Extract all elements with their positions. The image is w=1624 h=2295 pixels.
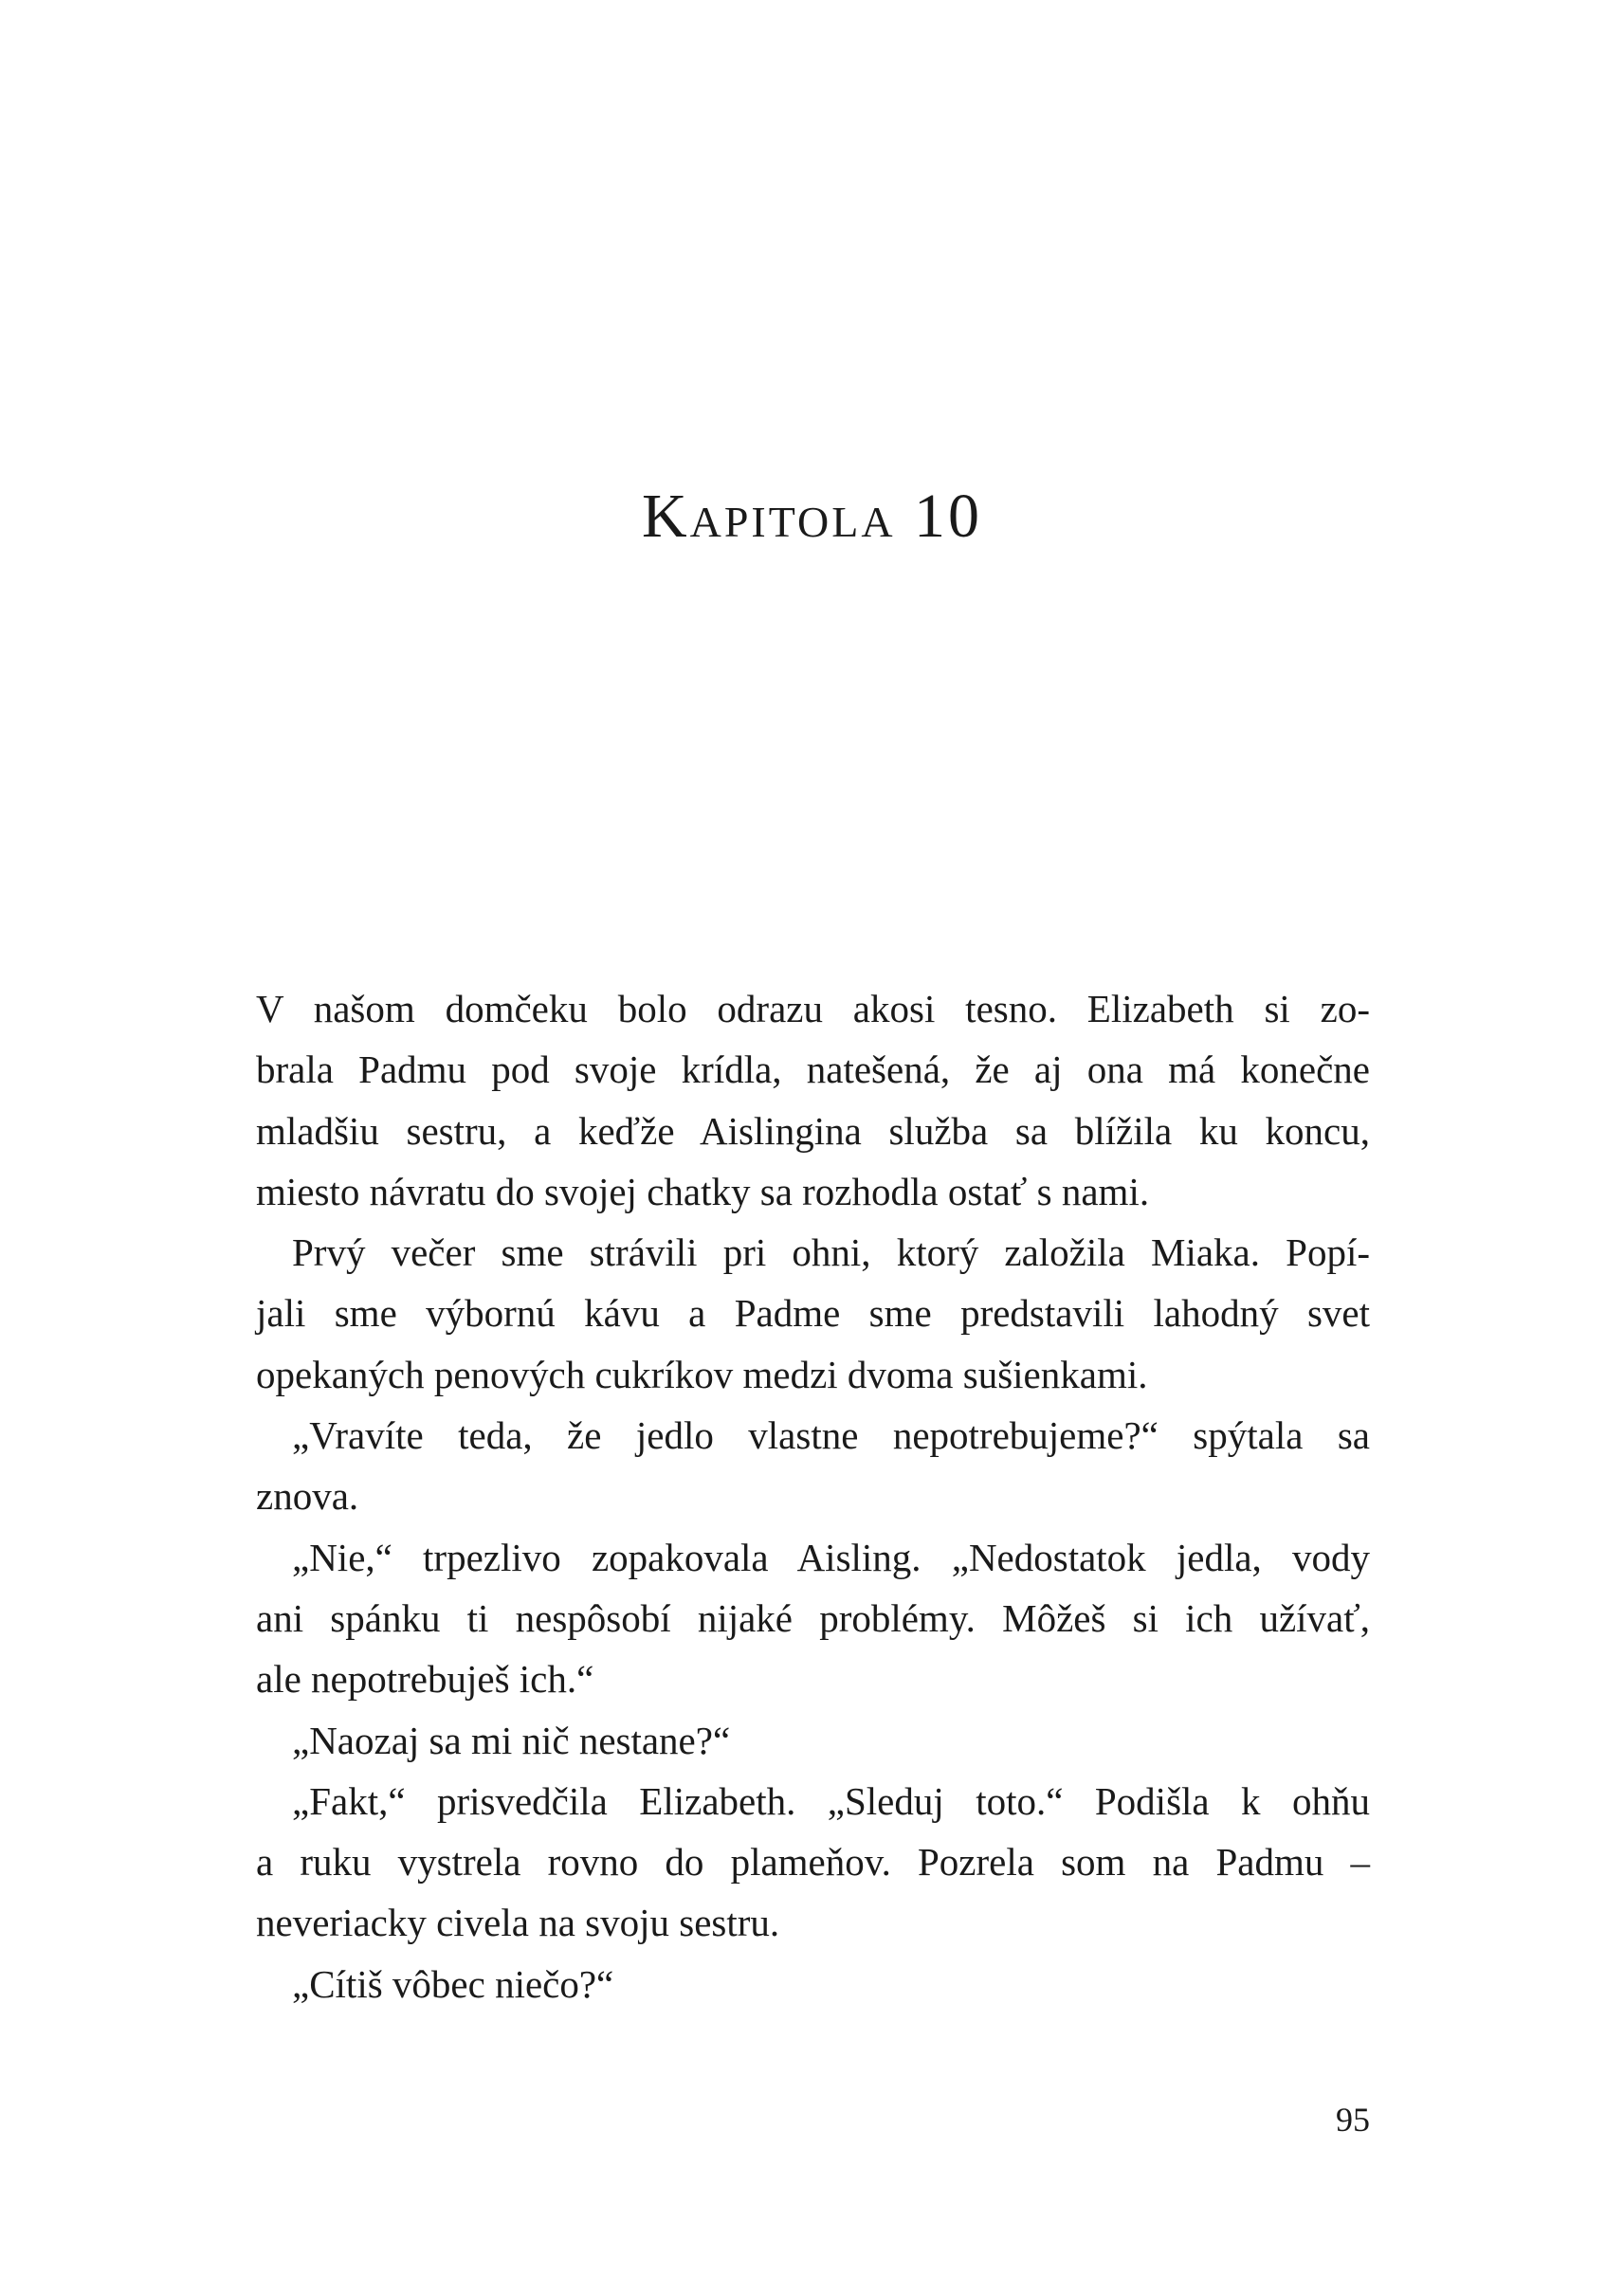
text-line: neveriacky civela na svoju sestru. [256, 1901, 780, 1945]
page-number: 95 [1336, 2101, 1370, 2139]
chapter-title-text: Kapitola 10 [641, 482, 983, 551]
text-line: V našom domčeku bolo odrazu akosi tesno. Elizabeth si zo- [256, 987, 1370, 1030]
text-line: „Vravíte teda, že jedlo vlastne nepotrebujeme?“ spýtala sa [292, 1413, 1370, 1458]
text-line: „Naozaj sa mi nič nestane?“ [292, 1718, 731, 1762]
text-line: „Cítiš vôbec niečo?“ [292, 1961, 614, 2006]
text-line: ani spánku ti nespôsobí nijaké problémy. Môžeš si ich užívať, [256, 1595, 1370, 1640]
body-text [256, 978, 1370, 2014]
text-line: znova. [256, 1474, 359, 1519]
text-line: opekaných penových cukríkov medzi dvoma sušienkami. [256, 1352, 1148, 1396]
text-line: a ruku vystrela rovno do plameňov. Pozrela som na Padmu – [256, 1840, 1370, 1885]
chapter-title [0, 482, 1624, 551]
text-line: Prvý večer sme strávili pri ohni, ktorý založila Miaka. Popí- [292, 1230, 1370, 1275]
text-line: brala Padmu pod svoje krídla, natešená, že aj ona má konečne [256, 1047, 1370, 1092]
text-line: jali sme výbornú kávu a Padme sme predstavili lahodný svet [256, 1291, 1370, 1336]
text-line: „Nie,“ trpezlivo zopakovala Aisling. „Nedostatok jedla, vody [292, 1535, 1370, 1579]
text-line: ale nepotrebuješ ich.“ [256, 1657, 594, 1702]
text-line: mladšiu sestru, a keďže Aislingina služba sa blížila ku koncu, [256, 1108, 1370, 1153]
text-line: „Fakt,“ prisvedčila Elizabeth. „Sleduj toto.“ Podišla k ohňu [292, 1778, 1370, 1823]
text-line: miesto návratu do svojej chatky sa rozhodla ostať s nami. [256, 1169, 1150, 1213]
